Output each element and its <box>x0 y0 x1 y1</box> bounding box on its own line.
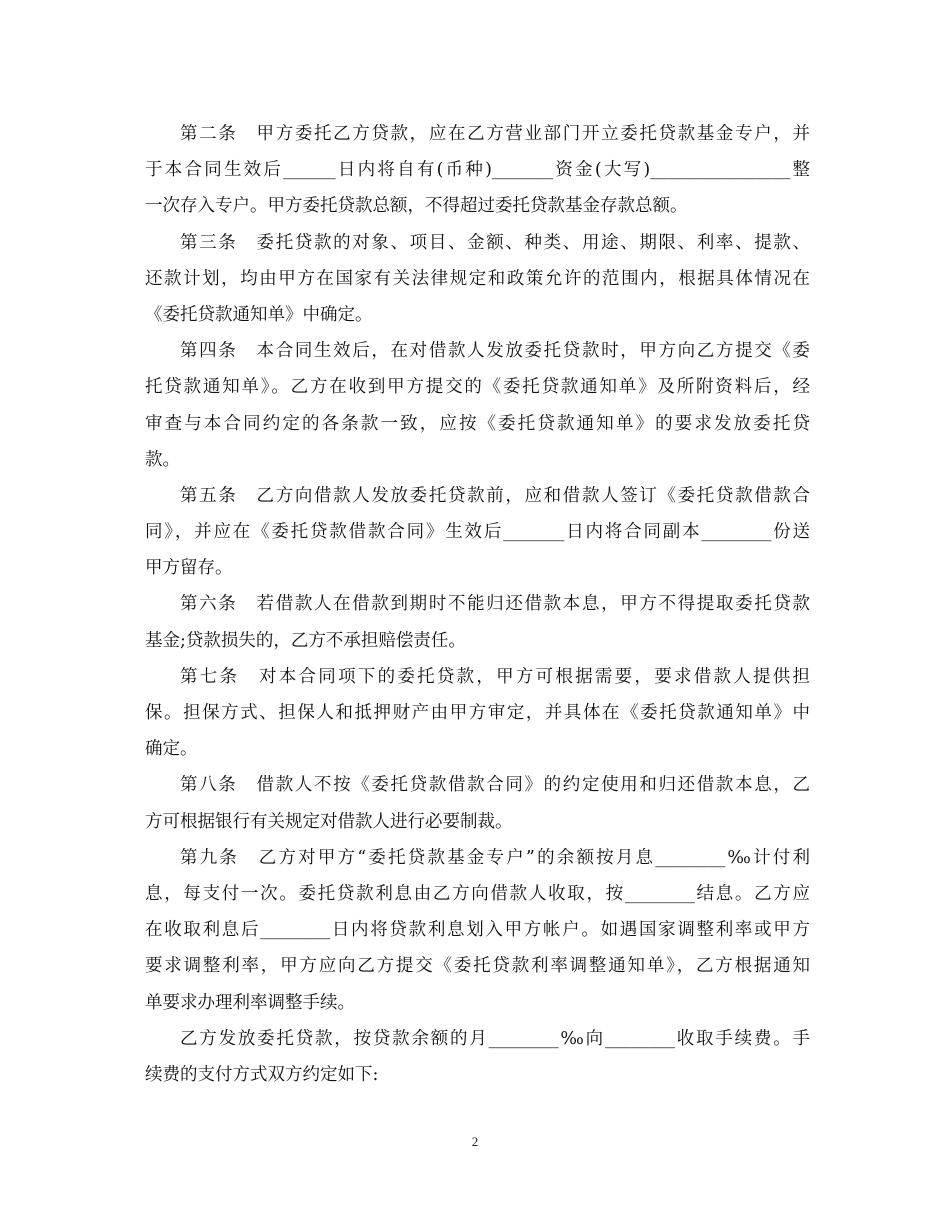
article-4-line-1: 第四条 本合同生效后，在对借款人发放委托贷款时，甲方向乙方提交《委 <box>180 341 810 362</box>
article-9-line-1: 第九条 乙方对甲方“委托贷款基金专户”的余额按月息________‰计付利 <box>180 847 810 868</box>
article-7-line-3: 确定。 <box>145 739 198 760</box>
article-9-line-5: 单要求办理利率调整手续。 <box>145 992 355 1013</box>
fee-paragraph-line-2: 续费的支付方式双方约定如下: <box>145 1064 379 1085</box>
article-5-line-1: 第五条 乙方向借款人发放委托贷款前，应和借款人签订《委托贷款借款合 <box>180 485 810 506</box>
fee-paragraph-line-1: 乙方发放委托贷款，按贷款余额的月________‰向________收取手续费。手 <box>180 1028 810 1049</box>
article-7-line-1: 第七条 对本合同项下的委托贷款，甲方可根据需要，要求借款人提供担 <box>180 666 810 687</box>
article-7-line-2: 保。担保方式、担保人和抵押财产由甲方审定，并具体在《委托贷款通知单》中 <box>145 703 810 723</box>
contract-body <box>145 116 810 1093</box>
article-4-line-3: 审查与本合同约定的各条款一致，应按《委托贷款通知单》的要求发放委托贷 <box>145 413 810 434</box>
page-number: 2 <box>471 1134 479 1149</box>
article-6-line-2: 基金;贷款损失的，乙方不承担赔偿责任。 <box>145 630 466 651</box>
article-3-line-1: 第三条 委托贷款的对象、项目、金额、种类、用途、期限、利率、提款、 <box>180 232 810 253</box>
article-2-line-2: 于本合同生效后______日内将自有(币种)_______资金(大写)________________整 <box>145 160 810 181</box>
article-9-line-3: 在收取利息后________日内将贷款利息划入甲方帐户。如遇国家调整利率或甲方 <box>145 920 810 941</box>
article-2-line-3: 一次存入专户。甲方委托贷款总额，不得超过委托贷款基金存款总额。 <box>145 196 688 217</box>
article-5-line-3: 甲方留存。 <box>145 558 233 579</box>
article-2-line-1: 第二条 甲方委托乙方贷款，应在乙方营业部门开立委托贷款基金专户，并 <box>180 124 810 144</box>
article-5-line-2: 同》，并应在《委托贷款借款合同》生效后_______日内将合同副本________份送 <box>145 522 810 543</box>
article-4-line-2: 托贷款通知单》。乙方在收到甲方提交的《委托贷款通知单》及所附资料后，经 <box>145 377 810 398</box>
article-8-line-1: 第八条 借款人不按《委托贷款借款合同》的约定使用和归还借款本息，乙 <box>180 775 810 796</box>
article-9-line-4: 要求调整利率，甲方应向乙方提交《委托贷款利率调整通知单》，乙方根据通知 <box>145 956 810 977</box>
article-4-line-4: 款。 <box>145 449 180 470</box>
article-3-line-3: 《委托贷款通知单》中确定。 <box>145 304 373 325</box>
article-6-line-1: 第六条 若借款人在借款到期时不能归还借款本息，甲方不得提取委托贷款 <box>180 594 810 615</box>
article-3-line-2: 还款计划，均由甲方在国家有关法律规定和政策允许的范围内，根据具体情况在 <box>145 268 810 289</box>
article-9-line-2: 息，每支付一次。委托贷款利息由乙方向借款人收取，按________结息。乙方应 <box>145 883 810 904</box>
article-8-line-2: 方可根据银行有关规定对借款人进行必要制裁。 <box>145 811 513 832</box>
